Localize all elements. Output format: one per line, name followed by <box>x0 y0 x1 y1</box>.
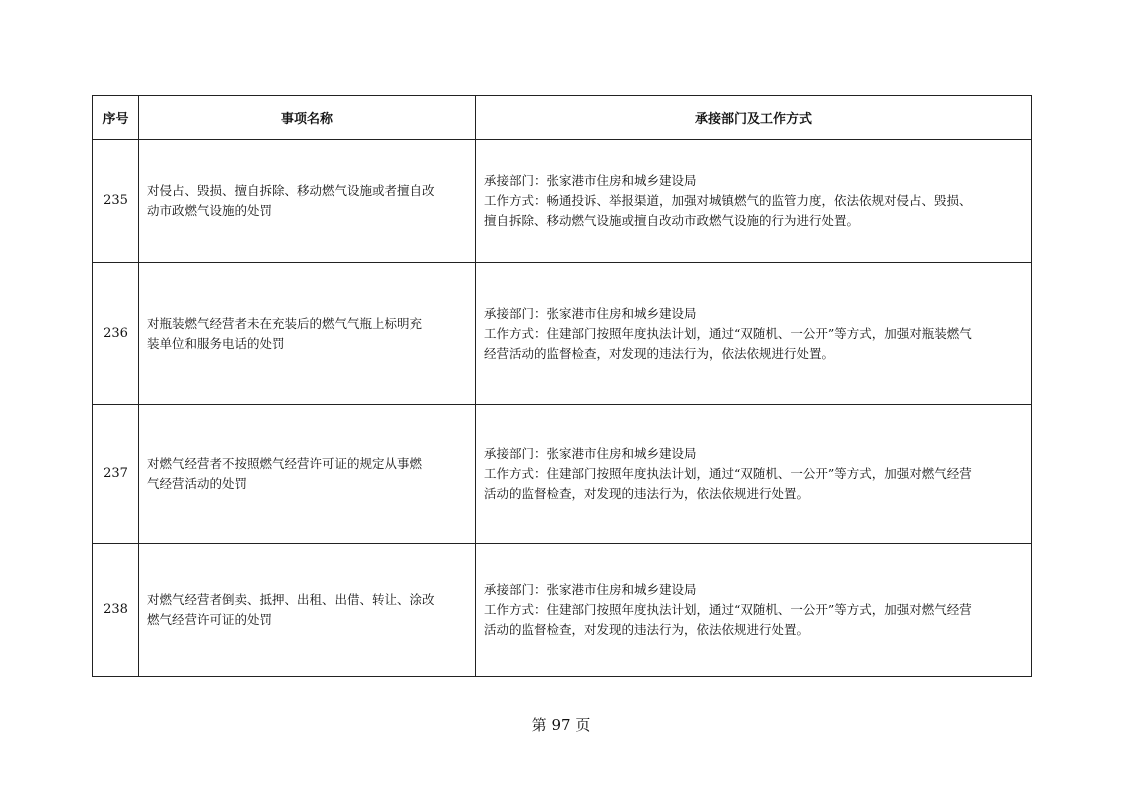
dept-line: 经营活动的监督检查，对发现的违法行为，依法依规进行处置。 <box>484 345 835 361</box>
row-seq: 235 <box>93 140 139 263</box>
item-line: 对燃气经营者不按照燃气经营许可证的规定从事燃 <box>147 456 423 471</box>
page-number: 97 <box>551 716 571 734</box>
row-seq: 237 <box>93 405 139 544</box>
dept-line: 擅自拆除、移动燃气设施或擅自改动市政燃气设施的行为进行处置。 <box>484 213 860 228</box>
page-number-footer <box>0 714 1122 735</box>
table-row <box>93 140 1032 263</box>
items-table <box>92 95 1032 677</box>
table-header-row <box>93 96 1032 140</box>
page-suffix: 页 <box>575 716 591 734</box>
dept-line: 工作方式：住建部门按照年度执法计划，通过“双随机、一公开”等方式，加强对燃气经营 <box>484 602 972 617</box>
row-item-name <box>139 140 476 263</box>
row-dept-method <box>476 544 1032 677</box>
item-line: 对燃气经营者倒卖、抵押、出租、出借、转让、涂改 <box>147 592 435 607</box>
header-seq: 序号 <box>93 96 139 140</box>
header-item-name: 事项名称 <box>139 96 476 140</box>
row-seq: 236 <box>93 263 139 405</box>
dept-line: 活动的监督检查，对发现的违法行为，依法依规进行处置。 <box>484 486 810 501</box>
dept-line: 工作方式：住建部门按照年度执法计划，通过“双随机、一公开”等方式，加强对瓶装燃气 <box>484 325 972 341</box>
dept-line: 承接部门：张家港市住房和城乡建设局 <box>484 305 697 321</box>
item-line: 对侵占、毁损、擅自拆除、移动燃气设施或者擅自改 <box>147 183 435 198</box>
item-line: 燃气经营许可证的处罚 <box>147 612 273 627</box>
dept-line: 承接部门：张家港市住房和城乡建设局 <box>484 582 697 597</box>
row-item-name <box>139 405 476 544</box>
row-seq: 238 <box>93 544 139 677</box>
row-item-name <box>139 544 476 677</box>
dept-line: 工作方式：住建部门按照年度执法计划，通过“双随机、一公开”等方式，加强对燃气经营 <box>484 466 972 481</box>
row-item-name <box>139 263 476 405</box>
item-line: 气经营活动的处罚 <box>147 476 248 491</box>
item-line: 装单位和服务电话的处罚 <box>147 335 285 351</box>
dept-line: 活动的监督检查，对发现的违法行为，依法依规进行处置。 <box>484 622 810 637</box>
row-dept-method <box>476 405 1032 544</box>
header-dept-method: 承接部门及工作方式 <box>476 96 1032 140</box>
table-row <box>93 544 1032 677</box>
row-dept-method <box>476 140 1032 263</box>
table-row <box>93 263 1032 405</box>
row-dept-method <box>476 263 1032 405</box>
dept-line: 承接部门：张家港市住房和城乡建设局 <box>484 446 697 461</box>
page-prefix: 第 <box>531 716 547 734</box>
table-row <box>93 405 1032 544</box>
dept-line: 工作方式：畅通投诉、举报渠道，加强对城镇燃气的监管力度，依法依规对侵占、毁损、 <box>484 193 972 208</box>
item-line: 对瓶装燃气经营者未在充装后的燃气气瓶上标明充 <box>147 315 423 331</box>
dept-line: 承接部门：张家港市住房和城乡建设局 <box>484 173 697 188</box>
item-line: 动市政燃气设施的处罚 <box>147 203 273 218</box>
